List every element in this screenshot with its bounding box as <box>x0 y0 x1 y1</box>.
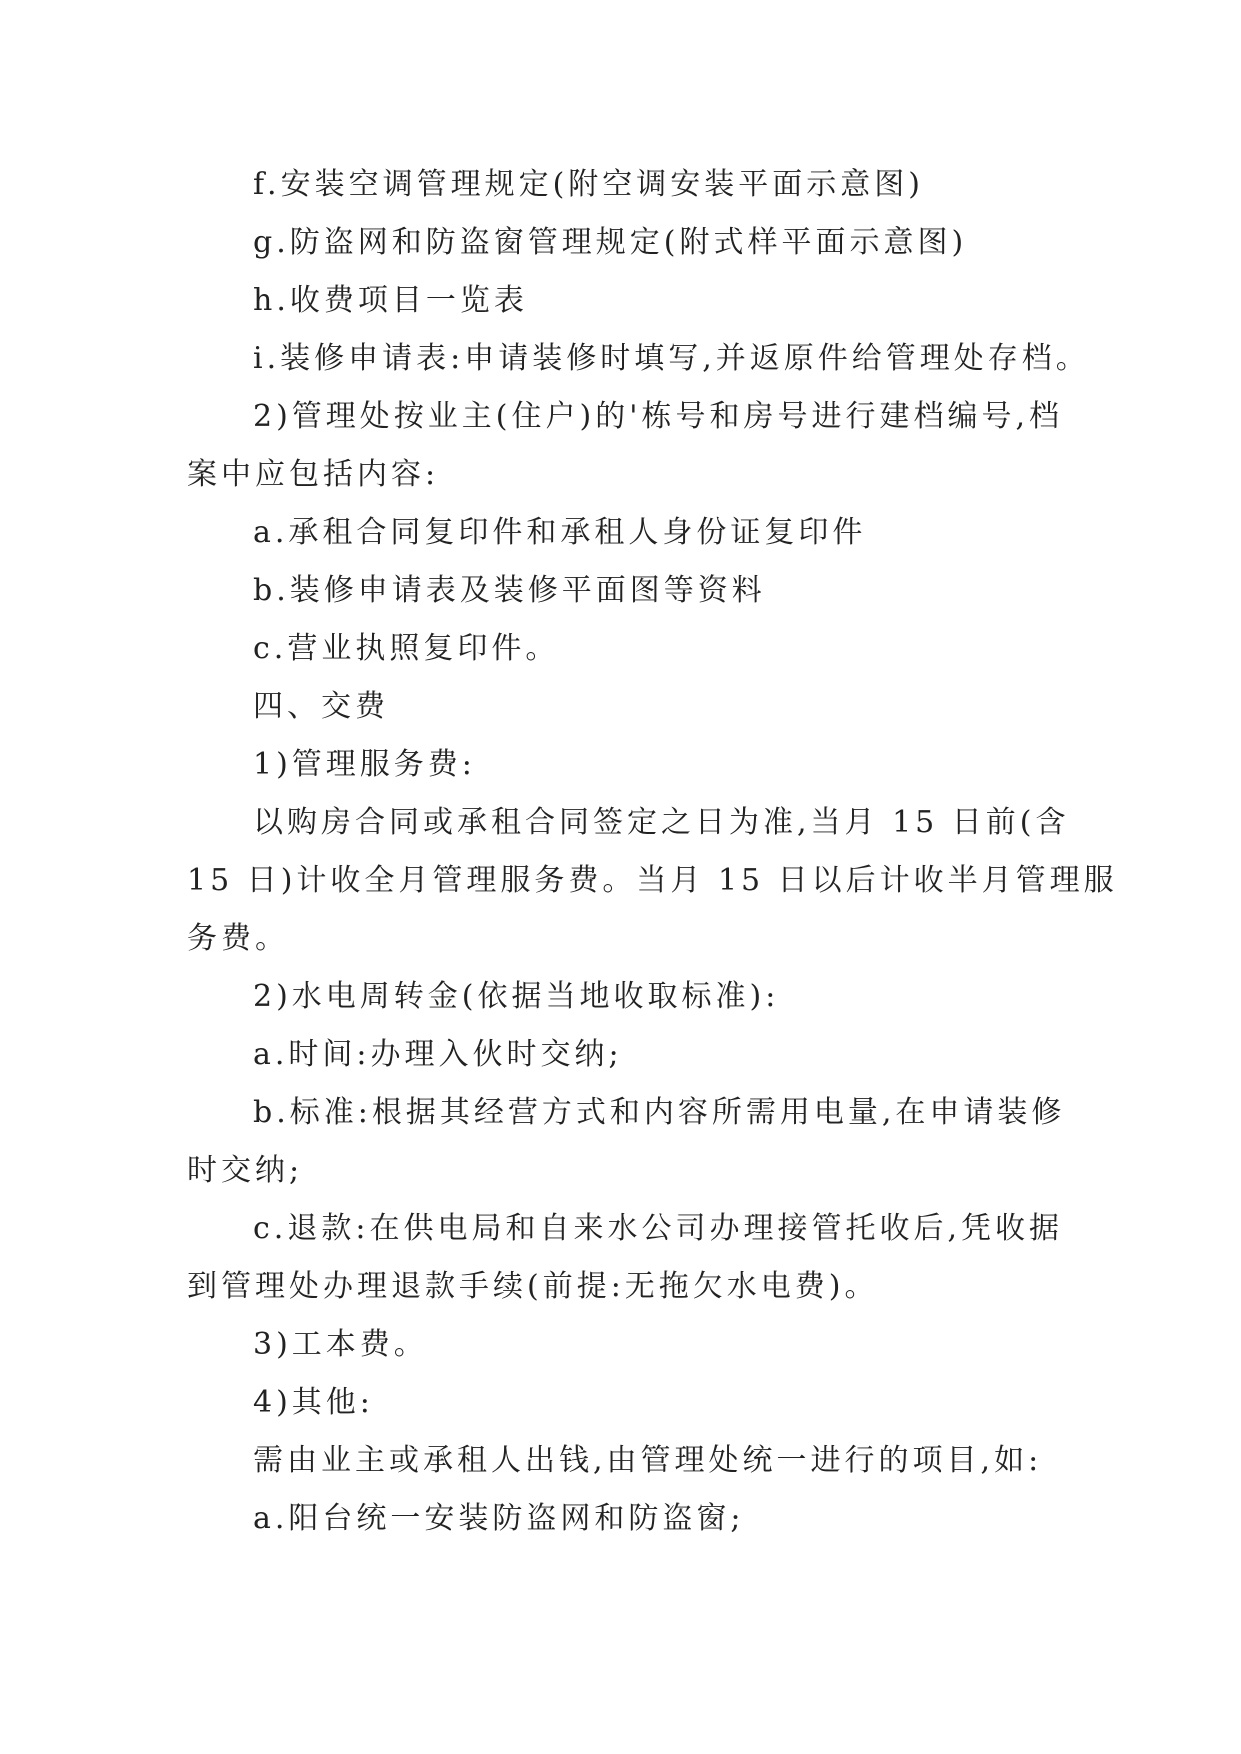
management-fee-text-line3: 务费。 <box>187 921 289 956</box>
subheading-management-fee: 1)管理服务费: <box>253 747 476 782</box>
item-h-fee-list: h.收费项目一览表 <box>253 283 528 318</box>
item-b-standard-line1: b.标准:根据其经营方式和内容所需用电量,在申请装修 <box>253 1095 1066 1130</box>
item-a-time: a.时间:办理入伙时交纳; <box>253 1037 623 1072</box>
management-fee-text-line2: 15 日)计收全月管理服务费。当月 15 日以后计收半月管理服 <box>187 863 1118 898</box>
item-f-aircon-rules: f.安装空调管理规定(附空调安装平面示意图) <box>253 167 924 202</box>
item-g-antitheft-rules: g.防盗网和防盗窗管理规定(附式样平面示意图) <box>253 225 968 260</box>
paragraph-2-archive-line2: 案中应包括内容: <box>187 457 440 492</box>
section-heading-fees: 四、交费 <box>253 689 389 724</box>
subheading-utility-deposit: 2)水电周转金(依据当地收取标准): <box>253 979 780 1014</box>
paragraph-2-archive-line1: 2)管理处按业主(住户)的'栋号和房号进行建档编号,档 <box>253 399 1063 434</box>
other-text: 需由业主或承租人出钱,由管理处统一进行的项目,如: <box>253 1443 1043 1478</box>
subheading-other: 4)其他: <box>253 1385 374 1420</box>
item-c-refund-line2: 到管理处办理退款手续(前提:无拖欠水电费)。 <box>187 1269 879 1304</box>
item-c-license-copy: c.营业执照复印件。 <box>253 631 560 666</box>
item-a-lease-copies: a.承租合同复印件和承租人身份证复印件 <box>253 515 867 550</box>
item-i-renovation-form: i.装修申请表:申请装修时填写,并返原件给管理处存档。 <box>253 341 1090 376</box>
subheading-production-fee: 3)工本费。 <box>253 1327 428 1362</box>
item-a-balcony-install: a.阳台统一安装防盗网和防盗窗; <box>253 1501 745 1536</box>
management-fee-text-line1: 以购房合同或承租合同签定之日为准,当月 15 日前(含 <box>253 805 1070 840</box>
item-c-refund-line1: c.退款:在供电局和自来水公司办理接管托收后,凭收据 <box>253 1211 1063 1246</box>
item-b-standard-line2: 时交纳; <box>187 1153 304 1188</box>
item-b-renovation-docs: b.装修申请表及装修平面图等资料 <box>253 573 766 608</box>
